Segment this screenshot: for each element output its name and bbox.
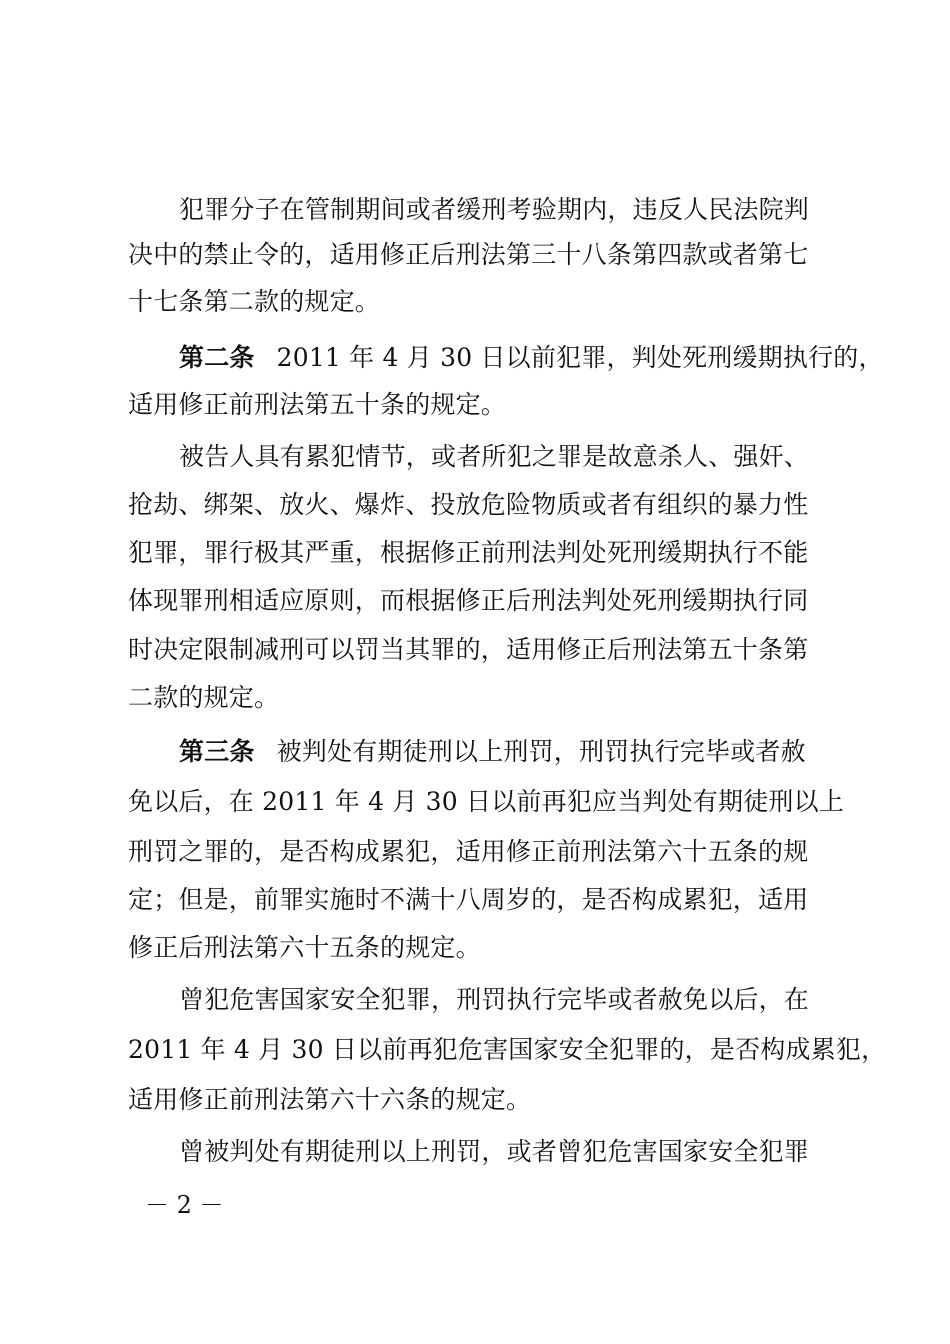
paragraph-line (0, 1132, 950, 1172)
paragraph-line (0, 980, 950, 1020)
line-text: 2011 年 4 月 30 日以前再犯危害国家安全犯罪的，是否构成累犯， (128, 1035, 887, 1064)
paragraph-line (0, 437, 950, 477)
line-text: 体现罪刑相适应原则，而根据修正后刑法判处死刑缓期执行同 (128, 586, 809, 615)
line-text: 被告人具有累犯情节，或者所犯之罪是故意杀人、强奸、 (179, 442, 810, 471)
line-text: 适用修正前刑法第五十条的规定。 (128, 390, 507, 419)
line-text: 曾被判处有期徒刑以上刑罚，或者曾犯危害国家安全犯罪 (179, 1137, 810, 1166)
paragraph-line (0, 832, 950, 872)
paragraph-line (0, 282, 950, 322)
paragraph-line (0, 385, 950, 425)
page-number: － 2 － (145, 1191, 224, 1219)
line-text: 免以后，在 2011 年 4 月 30 日以前再犯应当判处有期徒刑以上 (128, 787, 845, 816)
paragraph-line (0, 678, 950, 718)
line-text: 时决定限制减刑可以罚当其罪的，适用修正后刑法第五十条第 (128, 635, 809, 664)
article-line (0, 732, 950, 772)
paragraph-line (0, 880, 950, 920)
paragraph-line (0, 485, 950, 525)
paragraph-line (0, 533, 950, 573)
line-text: 修正后刑法第六十五条的规定。 (128, 933, 481, 962)
article-line (0, 338, 950, 378)
paragraph-line (0, 782, 950, 822)
line-text: 犯罪分子在管制期间或者缓刑考验期内，违反人民法院判 (179, 195, 810, 224)
line-text: 二款的规定。 (128, 683, 280, 712)
line-text: 抢劫、绑架、放火、爆炸、投放危险物质或者有组织的暴力性 (128, 490, 809, 519)
line-text: 适用修正前刑法第六十六条的规定。 (128, 1085, 532, 1114)
line-text: 定；但是，前罪实施时不满十八周岁的，是否构成累犯，适用 (128, 885, 809, 914)
paragraph-line (0, 630, 950, 670)
paragraph-line (0, 1080, 950, 1120)
paragraph-line (0, 235, 950, 275)
line-text: 刑罚之罪的，是否构成累犯，适用修正前刑法第六十五条的规 (128, 837, 809, 866)
line-text: 曾犯危害国家安全犯罪，刑罚执行完毕或者赦免以后，在 (179, 985, 810, 1014)
line-text: 被判处有期徒刑以上刑罚，刑罚执行完毕或者赦 (276, 737, 806, 766)
line-text: 决中的禁止令的，适用修正后刑法第三十八条第四款或者第七 (128, 240, 809, 269)
paragraph-line (0, 581, 950, 621)
article-label: 第二条 (179, 343, 255, 372)
paragraph-line (0, 190, 950, 230)
line-text: 2011 年 4 月 30 日以前犯罪，判处死刑缓期执行的， (276, 343, 884, 372)
paragraph-line (0, 1030, 950, 1070)
line-text: 犯罪，罪行极其严重，根据修正前刑法判处死刑缓期执行不能 (128, 538, 809, 567)
paragraph-line (0, 928, 950, 968)
line-text: 十七条第二款的规定。 (128, 287, 381, 316)
article-label: 第三条 (179, 737, 255, 766)
